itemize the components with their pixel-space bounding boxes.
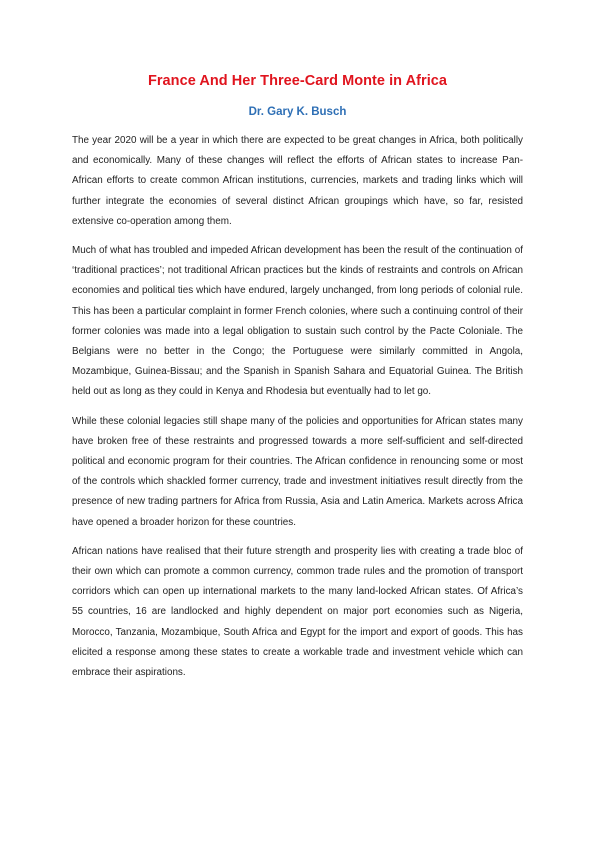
- paragraph-3: While these colonial legacies still shape many of the policies and opportunities for African states many have broken free of these restraints and progressed towards a more self-sufficient and self-directed political and economic program for their countries. The African confidence in renouncing some or most of the controls which shackled former currency, trade and investment initiatives result directly from the presence of new trading partners for Africa from Russia, Asia and Latin America. Markets across Africa have opened a broader horizon for these countries.: [72, 415, 523, 528]
- paragraph-4: African nations have realised that their future strength and prosperity lies with creating a trade bloc of their own which can promote a common currency, common trade rules and the promotion of transport corridors which can open up international markets to the many land-locked African states. Of Africa’s 55 countries, 16 are landlocked and highly dependent on major port economies such as Nigeria, Morocco, Tanzania, Mozambique, South Africa and Egypt for the import and export of goods. This has elicited a response among these states to create a workable trade and investment vehicle which can embrace their aspirations.: [72, 545, 523, 679]
- document-body: [72, 131, 523, 683]
- document-title: France And Her Three-Card Monte in Africa: [147, 73, 448, 89]
- paragraph-1: The year 2020 will be a year in which there are expected to be great changes in Africa, both politically and economically. Many of these changes will reflect the efforts of African states to increase Pan-African efforts to create common African institutions, currencies, markets and trading links which will further integrate the economies of several distinct African groupings which have, so far, resisted extensive co-operation among them.: [72, 135, 523, 227]
- paragraph-2: Much of what has troubled and impeded African development has been the result of the continuation of ‘traditional practices’; not traditional African practices but the kinds of restraints and controls on African economies and political ties which have endured, largely unchanged, from long periods of colonial rule. This has been a particular complaint in former French colonies, where such a continuing control of their former colonies was made into a legal obligation to sustain such control by the Pacte Coloniale. The Belgians were no better in the Congo; the Portuguese were similarly committed in Angola, Mozambique, Guinea-Bissau; and the Spanish in Spanish Sahara and Equatorial Guinea. The British held out as long as they could in Kenya and Rhodesia but eventually had to let go.: [72, 245, 523, 398]
- document-author: Dr. Gary K. Busch: [248, 106, 347, 118]
